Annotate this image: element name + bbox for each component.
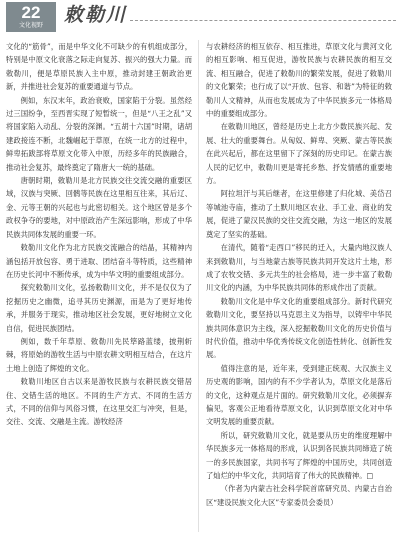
page-number: 22 (21, 3, 41, 22)
paragraph: 唐朝时期，敕勒川是北方民族交往交流交融的重要区域，汉族与突厥、回鹘等民族在这里相互往来，其后辽、金、元等王朝的兴起也与此密切相关。这个地区曾是多个政权争夺的要地，对中原政治产生深远影响，形成了中华民族共同体发展的重要一环。 (6, 176, 192, 239)
left-column (6, 40, 192, 532)
paragraph: 值得注意的是，近年来，受到建正统观、大汉族主义历史观的影响，国内的有不少学者认为，草原文化是落后的文化，这种观点是片面的。研究敕勒川文化，必须摒弃偏见，客观公正地看待草原文化，认识到草原文化对中华文明发展的重要贡献。 (206, 363, 392, 427)
author-note: （作者为内蒙古社会科学院首席研究员、内蒙古自治区“建设民族文化大区”专家委员会委员） (206, 484, 392, 507)
page-header (0, 0, 400, 34)
right-column (206, 40, 392, 532)
paragraph: 例如，东汉末年，政治衰败，国家陷于分裂。虽然经过三国纷争，至西晋实现了短暂统一，但是“八王之乱”又将国家陷入动乱、分裂的深渊。“五胡十六国”时期，诸胡建政接连不断，北魏崛起于草原，在统一北方的过程中，鲜卑拓跋部将草原文化带入中原，历经多年的民族融合，推动社会复苏，最终奠定了隋唐大一统的基础。 (6, 95, 192, 172)
paragraph: 敕勒川文化作为北方民族交流融合的结晶，其精神内涵包括开放包容、勇于进取、团结奋斗等特质，这些精神在历史长河中不断传承，成为中华文明的重要组成部分。 (6, 243, 192, 279)
paragraph: 与农耕经济的相互依存、相互推进，草原文化与黄河文化的相互影响、相互促进，游牧民族与农耕民族的相互交流、相互融合，促进了敕勒川的繁荣发展，促进了敕勒川的文化繁荣；也行成了以“开放、包容、和谐”为特征的敕勒川人文精神，从而也发展成为了中华民族多元一体格局中的重要组成部分。 (206, 42, 392, 119)
page-number-badge (6, 2, 56, 32)
paragraph: 在敕勒川地区，曾经是历史上北方少数民族兴起、发展、壮大的重要舞台。从匈奴、鲜卑、突厥、蒙古等民族在此兴起后，都在这里留下了深刻的历史印记。在蒙古族人民的记忆中，敕勒川更是寄托乡愁、抒发情感的重要地方。 (206, 122, 392, 186)
paragraph: 探究敕勒川文化，弘扬敕勒川文化，并不是仅仅为了挖掘历史之幽微，追寻其历史渊源，而是为了更好地传承，并服务于现实，推动地区社会发展，更好地树立文化自信，促进民族团结。 (6, 283, 192, 333)
paragraph: 例如，数千年草原、敕勒川先民筚路蓝缕，披荆斩棘，将原始的游牧生活与中原农耕文明相互结合，在这片土地上创造了辉煌的文化。 (6, 336, 192, 373)
header-rule (130, 20, 396, 21)
paragraph: 敕勒川文化是中华文化的重要组成部分。新时代研究敕勒川文化，要坚持以马克思主义为指导，以铸牢中华民族共同体意识为主线，深入挖掘敕勒川文化的历史价值与时代价值，推动中华优秀传统文化创造性转化、创新性发展。 (206, 296, 392, 360)
paragraph: 文化的“筋骨”，而是中华文化不可缺少的有机组成部分，特别是中原文化衰落之际走向复苏、振兴的强大力量。而敕勒川，便是草原民族入主中原，推动封建王朝政治更新，并推进社会复苏的重要通道与节点。 (6, 42, 192, 92)
magazine-logo: 敕勒川 (64, 4, 128, 26)
section-label: 文化视野 (18, 22, 43, 29)
paragraph: 敕勒川地区自古以来是游牧民族与农耕民族交错居住、交错生活的地区。不同的生产方式、不同的生活方式，不同的信仰与风俗习惯，在这里交汇与冲突，但是，交往、交流、交融是主流。游牧经济 (6, 377, 192, 427)
paragraph: 阿拉坦汗与其后继者，在这里修建了归化城、美岱召等城池寺庙，推动了土默川地区农业、手工业、商业的发展，促进了蒙汉民族的交往交流交融，为这一地区的发展奠定了坚实的基础。 (206, 189, 392, 239)
paragraph: 在清代，随着“走西口”移民的迁入，大量内地汉族人来到敕勒川，与当地蒙古族等民族共同开发这片土地，形成了农牧交错、多元共生的社会格局，进一步丰富了敕勒川文化的内涵，为中华民族共同体的形成作出了贡献。 (206, 243, 392, 293)
column-divider (198, 40, 199, 532)
paragraph: 所以，研究敕勒川文化，就是要从历史的维度理解中华民族多元一体格局的形成，认识到各民族共同缔造了统一的多民族国家，共同书写了辉煌的中国历史，共同创造了灿烂的中华文化，共同培育了伟大的民族精神。□ (206, 430, 392, 480)
